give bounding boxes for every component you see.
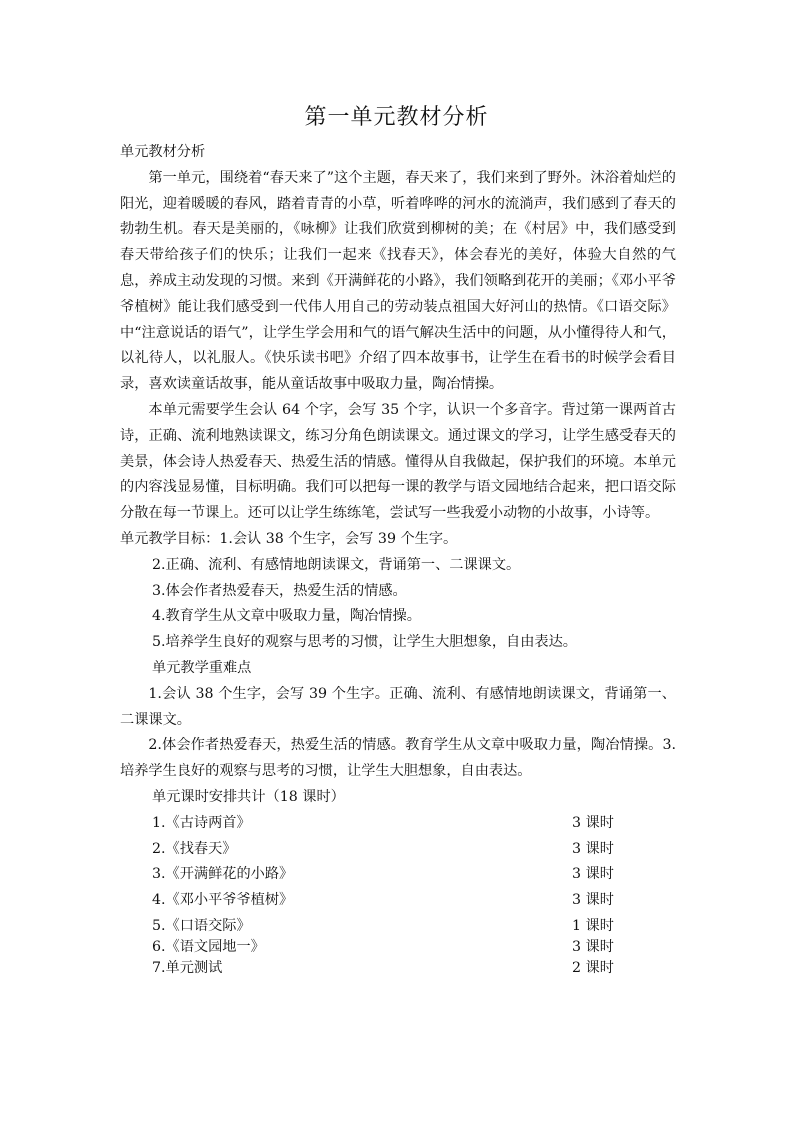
goals-heading: 单元教学目标：1.会认 38 个生字，会写 39 个生字。 bbox=[120, 530, 458, 547]
schedule-row bbox=[120, 914, 676, 935]
lesson-name: 6.《语文园地一》 bbox=[152, 938, 265, 955]
key-point-item: 1.会认 38 个生字，会写 39 个生字。正确、流利、有感情地朗读课文，背诵第一、二课课文。 bbox=[120, 685, 676, 728]
goal-item: 5.培养学生良好的观察与思考的习惯，让学生大胆想象，自由表达。 bbox=[152, 634, 577, 651]
goal-item: 4.教育学生从文章中吸取力量，陶冶情操。 bbox=[152, 608, 421, 625]
lesson-hours: 3 课时 bbox=[572, 814, 614, 831]
lesson-name: 2.《找春天》 bbox=[152, 840, 237, 857]
schedule-heading: 单元课时安排共计（18 课时） bbox=[152, 788, 345, 805]
schedule-row bbox=[120, 811, 676, 837]
schedule-row bbox=[120, 935, 676, 956]
schedule-row bbox=[120, 837, 676, 863]
lesson-hours: 2 课时 bbox=[572, 959, 614, 976]
lesson-name: 4.《邓小平爷爷植树》 bbox=[152, 892, 294, 909]
paragraph-requirements: 本单元需要学生会认 64 个字，会写 35 个字，认识一个多音字。背过第一课两首古诗，正确、流利地熟读课文，练习分角色朗读课文。通过课文的学习，让学生感受春天的美景，体会诗人热爱春天、热爱生活的情感。懂得从自我做起，保护我们的环境。本单元的内容浅显易懂，目标明确。我们可以把每一课的教学与语文园地结合起来，把口语交际分散在每一节课上。还可以让学生练练笔，尝试写一些我爱小动物的小故事，小诗等。 bbox=[120, 401, 676, 522]
lesson-hours: 3 课时 bbox=[572, 840, 614, 857]
paragraph-overview: 第一单元，围绕着“春天来了”这个主题，春天来了，我们来到了野外。沐浴着灿烂的阳光，迎着暖暖的春风，踏着青青的小草，听着哗哗的河水的流淌声，我们感到了春天的勃勃生机。春天是美丽的，《咏柳》让我们欣赏到柳树的美；在《村居》中，我们感受到春天带给孩子们的快乐；让我们一起来《找春天》，体会春光的美好，体验大自然的气息，养成主动发现的习惯。来到《开满鲜花的小路》，我们领略到花开的美丽；《邓小平爷爷植树》能让我们感受到一代伟人用自己的劳动装点祖国大好河山的热情。《口语交际》中“注意说话的语气”，让学生学会用和气的语气解决生活中的问题，从小懂得待人和气，以礼待人，以礼服人。《快乐读书吧》介绍了四本故事书，让学生在看书的时候学会看目录，喜欢读童话故事，能从童话故事中吸取力量，陶冶情操。 bbox=[120, 169, 676, 393]
lesson-name: 7.单元测试 bbox=[152, 959, 223, 976]
schedule-row bbox=[120, 956, 676, 977]
goal-item: 3.体会作者热爱春天，热爱生活的情感。 bbox=[152, 582, 407, 599]
lesson-hours: 3 课时 bbox=[572, 866, 614, 883]
lesson-name: 1.《古诗两首》 bbox=[152, 814, 251, 831]
schedule-row bbox=[120, 862, 676, 888]
schedule-row bbox=[120, 888, 676, 914]
goal-item: 2.正确、流利、有感情地朗读课文，背诵第一、二课课文。 bbox=[152, 556, 521, 573]
lesson-name: 5.《口语交际》 bbox=[152, 917, 251, 934]
key-points-heading: 单元教学重难点 bbox=[152, 659, 252, 676]
key-point-item: 2.体会作者热爱春天，热爱生活的情感。教育学生从文章中吸取力量，陶冶情操。3.培养学生良好的观察与思考的习惯，让学生大胆想象，自由表达。 bbox=[120, 737, 676, 780]
lesson-name: 3.《开满鲜花的小路》 bbox=[152, 866, 294, 883]
section-heading: 单元教材分析 bbox=[120, 144, 206, 160]
page-title: 第一单元教材分析 bbox=[304, 105, 489, 130]
document-body bbox=[120, 140, 676, 977]
lesson-hours: 3 课时 bbox=[572, 938, 614, 955]
lesson-hours: 1 课时 bbox=[572, 917, 614, 934]
lesson-hours: 3 课时 bbox=[572, 892, 614, 909]
